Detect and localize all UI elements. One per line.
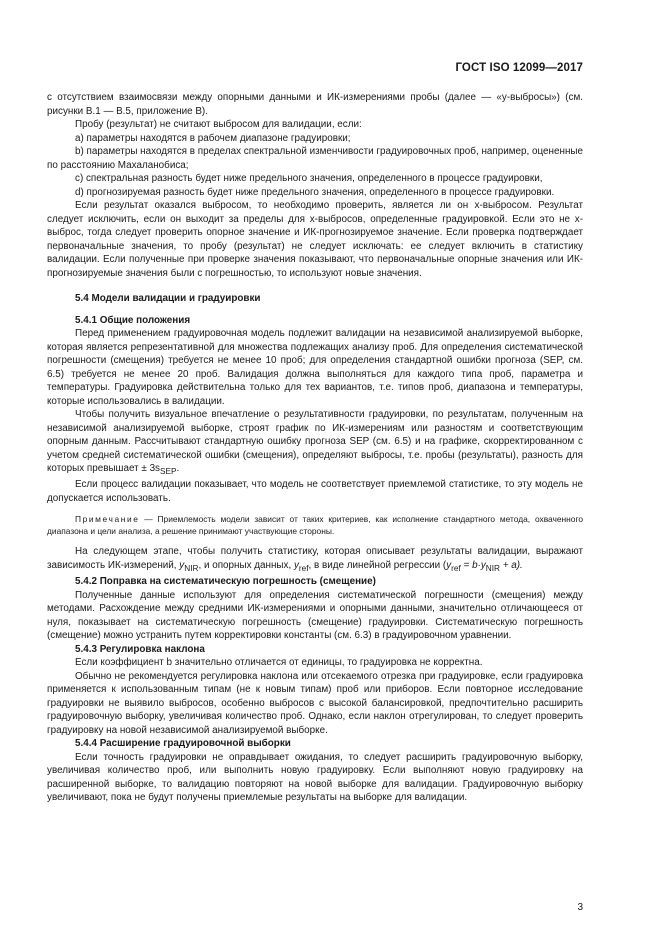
paragraph: Если процесс валидации показывает, что модель не соответствует приемлемой статистике, то эту модель не допускается использовать.: [47, 479, 583, 504]
subsection-heading: 5.4.2 Поправка на систематическую погрешность (смещение): [75, 576, 376, 588]
equation-text: = b·y: [460, 559, 486, 571]
list-item: b) параметры находятся в пределах спектральной изменчивости градуировочных проб, например, оцененные по расстоянию Махаланобиса;: [47, 146, 583, 171]
section-heading: 5.4 Модели валидации и градуировки: [75, 293, 261, 304]
list-item: с) спектральная разность будет ниже предельного значения, определенного в процессе градуировки,: [75, 173, 543, 184]
list-item: d) прогнозируемая разность будет ниже предельного значения, определенного в процессе градуировки.: [75, 186, 555, 198]
paragraph: Обычно не рекомендуется регулировка наклона или отсекаемого отрезка при градуировке, если градуировка применяется к использованным типам (не к новым типам) проб или приборов. Если повторное исследование градуировки не выявило выбросов, особенно выбросов с высокой балансировкой, предпочтительно расширить градуировочную выборку, увеличивая количество проб. Однако, если наклон отрегулирован, то следует проверить градуировку на новой независимой анализируемой выборке.: [47, 670, 583, 736]
subscript: NIR: [184, 563, 199, 573]
paragraph: Если точность градуировки не оправдывает ожидания, то следует расширить градуировочную выборку, увеличивая количество проб, или выполнить новую градуировку. Если выполняют новую градуировку на расширенной выборке, то валидацию повторяют на новой выборке для валидации. Градуировочную выборку увеличивают, пока не будут получены приемлемые результаты на выборке для валидации.: [47, 751, 583, 804]
paragraph: с отсутствием взаимосвязи между опорными данными и ИК-измерениями пробы (далее — «y-выбросы») (см. рисунки В.1 — В.5, приложение В).: [47, 92, 583, 117]
paragraph-text: На следующем этапе, чтобы получить статистику, которая описывает результаты валидации, выражают зависимость ИК-измерений,: [47, 546, 583, 571]
paragraph: Если результат оказался выбросом, то необходимо проверить, является ли он x-выбросом. Результат следует исключить, если он выходит за пределы для x-выбросов, определенные градуировкой. Если это не x-выброс, тогда следует проверить опорное значение и ИК-прогнозируемое значение. Если проверка подтверждает первоначальные значения, то пробу (результат) не следует исключать: ее следует включить в статистику валидации. Если полученные при проверке значения показывают, что первоначальные опорные значения или ИК-прогнозируемые значения были с погрешностью, то используют новые значения.: [47, 200, 583, 279]
paragraph-text: Чтобы получить визуальное впечатление о результативности градуировки, по результатам, полученным на независимой анализируемой выборке, строят график по ИК-измерениям или разностям и соответствующим опорным данным. Рассчитывают стандартную ошибку прогноза SEP (см. 6.5) и на графике, скорректированном с учетом средней систематической ошибки (смещения), определяют выбросы, т.е. пробы (результаты), разность для которых превышает ± 3s: [47, 409, 583, 474]
note-label: Примечание: [75, 514, 140, 525]
note: [47, 513, 583, 537]
subsection-heading: 5.4.1 Общие положения: [75, 314, 191, 326]
paragraph: Если коэффициент b значительно отличается от единицы, то градуировка не корректна.: [75, 657, 483, 669]
page-number: 3: [577, 902, 583, 913]
document-header: ГОСТ ISO 12099—2017: [455, 62, 583, 74]
paragraph-text: .: [176, 463, 180, 474]
list-item: а) параметры находятся в рабочем диапазоне градуировки;: [75, 132, 351, 144]
paragraph: Пробу (результат) не считают выбросом для валидации, если:: [75, 119, 362, 130]
paragraph: Полученные данные используют для определения систематической погрешности (смещения) между методами. Расхождение между средними ИК-измерениями и опорными данными, значительно отличающееся от нуля, показывает на систематическую погрешность (смещение) градуировки. Систематическую погрешность (смещение) можно устранить путем корректировки константы (см. 6.3) в градуировочном уравнении.: [47, 589, 583, 642]
variable: y: [293, 559, 299, 571]
subsection-heading: 5.4.4 Расширение градуировочной выборки: [75, 738, 291, 750]
variable: y: [179, 559, 185, 571]
variable: y: [446, 559, 452, 571]
subscript: SEP: [160, 466, 177, 476]
subscript: ref: [451, 563, 461, 573]
subscript: ref: [298, 563, 309, 573]
equation-text: + a).: [500, 559, 523, 571]
subscript: NIR: [485, 563, 501, 573]
paragraph-text: , и опорных данных,: [198, 559, 294, 571]
note-text: — Приемлемость модели зависит от таких критериев, как исполнение стандартного метода, охваченного диапазона и цели анализа, а решение принимают участвующие стороны.: [47, 514, 583, 537]
paragraph: Перед применением градуировочная модель подлежит валидации на независимой анализируемой выборке, которая является репрезентативной для множества подлежащих анализу проб. Для определения систематической погрешности (смещения) требуется не менее 10 проб; для определения стандартной ошибки прогноза (SEP, см. 6.5) требуется не менее 20 проб. Валидация должна выполняться для каждого типа проб, параметра и температуры. Градуировка действительна только для тех вариантов, т.е. типов проб, диапазона и температуры, которые использовались в валидации.: [47, 328, 583, 407]
paragraph-text: , в виде линейной регрессии (: [308, 559, 447, 571]
paragraph: [47, 545, 583, 575]
subsection-heading: 5.4.3 Регулировка наклона: [75, 643, 205, 655]
document-body: [47, 91, 583, 805]
paragraph: [47, 408, 583, 478]
